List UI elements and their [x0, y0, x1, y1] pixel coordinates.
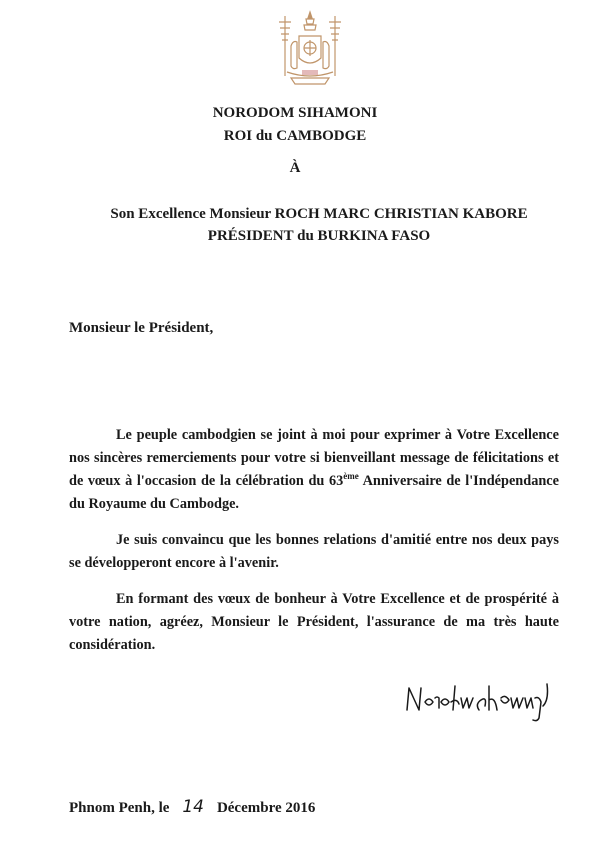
sender-name: NORODOM SIHAMONI: [212, 105, 378, 121]
sender-block: [0, 102, 590, 148]
recipient-block: [24, 203, 590, 247]
date-day: 14: [182, 797, 204, 817]
handwritten-signature-icon: [401, 676, 561, 726]
recipient-title: PRÉSIDENT du BURKINA FASO: [207, 228, 431, 244]
recipient-prefix: Son Excellence Monsieur: [110, 206, 271, 222]
sender-title: ROI du CAMBODGE: [223, 128, 367, 144]
body-paragraph-1: [69, 424, 559, 516]
date-place: Phnom Penh, le: [69, 800, 170, 816]
ordinal-suffix: ème: [343, 471, 359, 482]
royal-arms-of-cambodia-icon: [273, 10, 347, 88]
date-line: [69, 797, 315, 817]
salutation: Monsieur le Président,: [69, 320, 214, 336]
to-label: À: [289, 160, 301, 176]
body-paragraph-2: Je suis convaincu que les bonnes relations d'amitié entre nos deux pays se développeront encore à l'avenir.: [69, 532, 559, 571]
body-paragraph-3: En formant des vœux de bonheur à Votre Excellence et de prospérité à votre nation, agréez, Monsieur le Président, l'assurance de ma très haute considération.: [69, 591, 559, 653]
date-month-year: Décembre 2016: [216, 800, 316, 816]
body-paragraph-1-end: Anniversaire de l'Indépendance du Royaume du Cambodge.: [69, 473, 559, 512]
body-paragraph-1-start: Le peuple cambodgien se joint à moi pour exprimer à Votre Excellence nos sincères remerciements pour votre si bienveillant message de félicitations et de vœux à l'occasion de la célébration du 63: [69, 427, 559, 489]
recipient-line: [24, 203, 590, 225]
recipient-name: ROCH MARC CHRISTIAN KABORE: [274, 206, 528, 222]
